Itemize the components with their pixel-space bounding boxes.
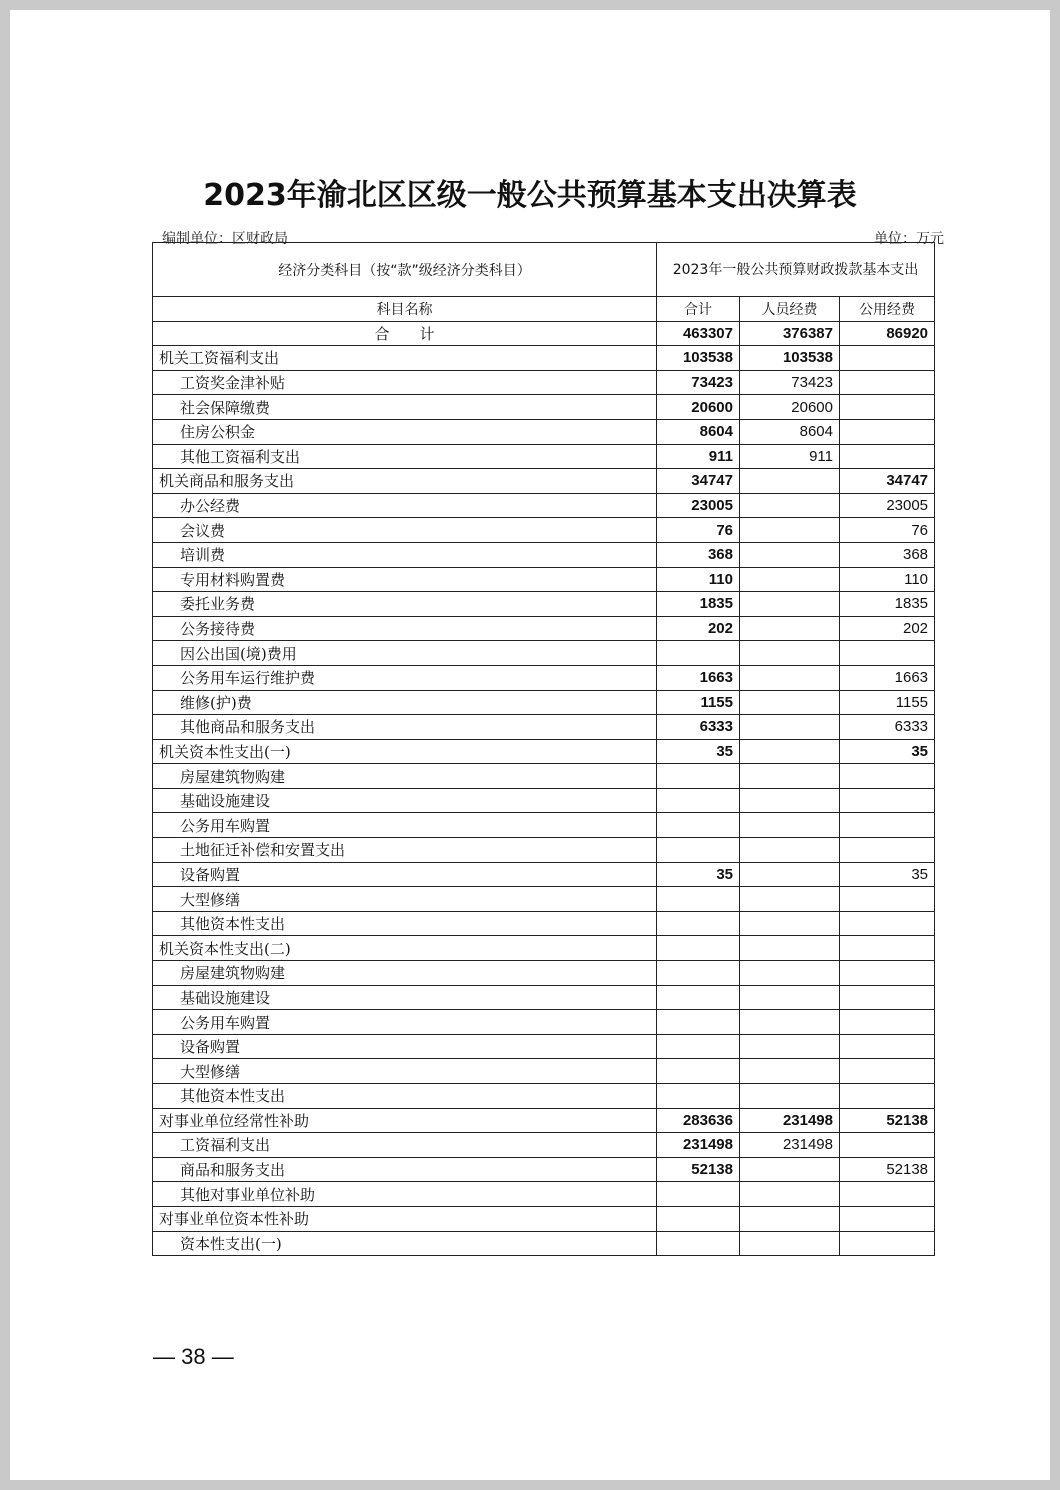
row-personnel xyxy=(740,936,840,961)
row-total xyxy=(657,936,740,961)
row-personnel xyxy=(740,1231,840,1256)
row-name: 机关商品和服务支出 xyxy=(153,469,657,494)
row-public xyxy=(840,911,935,936)
page-title: 2023年渝北区区级一般公共预算基本支出决算表 xyxy=(203,178,857,213)
table-row xyxy=(153,961,935,986)
row-total xyxy=(657,1084,740,1109)
row-personnel xyxy=(740,838,840,863)
row-name: 房屋建筑物购建 xyxy=(153,764,657,789)
row-personnel: 231498 xyxy=(740,1108,840,1133)
table-row xyxy=(153,739,935,764)
row-total: 23005 xyxy=(657,493,740,518)
row-name: 专用材料购置费 xyxy=(153,567,657,592)
row-personnel: 911 xyxy=(740,444,840,469)
table-row xyxy=(153,813,935,838)
row-name: 其他资本性支出 xyxy=(153,1084,657,1109)
row-public: 23005 xyxy=(840,493,935,518)
public-header: 公用经费 xyxy=(840,297,935,322)
table-row xyxy=(153,567,935,592)
row-personnel xyxy=(740,1157,840,1182)
row-name: 其他对事业单位补助 xyxy=(153,1182,657,1207)
table-row xyxy=(153,518,935,543)
row-total: 76 xyxy=(657,518,740,543)
row-public: 368 xyxy=(840,542,935,567)
row-public xyxy=(840,395,935,420)
row-total: 1835 xyxy=(657,592,740,617)
row-personnel xyxy=(740,788,840,813)
row-public: 34747 xyxy=(840,469,935,494)
table-row xyxy=(153,838,935,863)
row-public xyxy=(840,1133,935,1158)
row-name: 工资福利支出 xyxy=(153,1133,657,1158)
row-total: 202 xyxy=(657,616,740,641)
table-row xyxy=(153,1034,935,1059)
row-name: 其他资本性支出 xyxy=(153,911,657,936)
table-row xyxy=(153,862,935,887)
row-public xyxy=(840,838,935,863)
row-personnel xyxy=(740,1182,840,1207)
total-header: 合计 xyxy=(657,297,740,322)
row-personnel xyxy=(740,961,840,986)
row-personnel xyxy=(740,1206,840,1231)
row-total xyxy=(657,1231,740,1256)
row-personnel xyxy=(740,665,840,690)
row-name: 商品和服务支出 xyxy=(153,1157,657,1182)
row-total: 35 xyxy=(657,739,740,764)
table-row xyxy=(153,1231,935,1256)
row-name: 资本性支出(一) xyxy=(153,1231,657,1256)
table-row xyxy=(153,641,935,666)
table-row xyxy=(153,616,935,641)
row-total xyxy=(657,961,740,986)
table-row xyxy=(153,936,935,961)
row-total: 35 xyxy=(657,862,740,887)
row-public xyxy=(840,1010,935,1035)
row-total: 6333 xyxy=(657,715,740,740)
table-row xyxy=(153,764,935,789)
table-row xyxy=(153,1059,935,1084)
row-personnel: 20600 xyxy=(740,395,840,420)
row-personnel xyxy=(740,715,840,740)
row-personnel xyxy=(740,518,840,543)
row-total xyxy=(657,985,740,1010)
row-name: 公务用车运行维护费 xyxy=(153,665,657,690)
grand-total-label: 合 计 xyxy=(153,321,657,346)
row-name: 委托业务费 xyxy=(153,592,657,617)
row-public xyxy=(840,936,935,961)
row-total: 34747 xyxy=(657,469,740,494)
row-personnel xyxy=(740,690,840,715)
row-public xyxy=(840,1231,935,1256)
row-name: 社会保障缴费 xyxy=(153,395,657,420)
row-total: 911 xyxy=(657,444,740,469)
row-name: 公务接待费 xyxy=(153,616,657,641)
table-row xyxy=(153,444,935,469)
row-name: 其他商品和服务支出 xyxy=(153,715,657,740)
page-number: — 38 — xyxy=(153,1344,234,1369)
table-row xyxy=(153,395,935,420)
row-total: 73423 xyxy=(657,370,740,395)
row-public xyxy=(840,1059,935,1084)
row-personnel xyxy=(740,592,840,617)
row-total xyxy=(657,911,740,936)
row-name: 机关工资福利支出 xyxy=(153,346,657,371)
row-total xyxy=(657,1182,740,1207)
row-name: 会议费 xyxy=(153,518,657,543)
row-name: 工资奖金津补贴 xyxy=(153,370,657,395)
unit-label: 单位：万元 xyxy=(874,231,944,247)
row-total: 1155 xyxy=(657,690,740,715)
table-row xyxy=(153,592,935,617)
row-personnel xyxy=(740,1084,840,1109)
row-total xyxy=(657,1206,740,1231)
row-total: 368 xyxy=(657,542,740,567)
row-public: 1835 xyxy=(840,592,935,617)
row-total xyxy=(657,1034,740,1059)
grand-total-personnel: 376387 xyxy=(740,321,840,346)
row-name: 基础设施建设 xyxy=(153,985,657,1010)
row-name: 机关资本性支出(一) xyxy=(153,739,657,764)
personnel-header: 人员经费 xyxy=(740,297,840,322)
row-name: 办公经费 xyxy=(153,493,657,518)
table-row xyxy=(153,1133,935,1158)
table-row xyxy=(153,911,935,936)
row-public: 110 xyxy=(840,567,935,592)
table-row xyxy=(153,985,935,1010)
row-public: 35 xyxy=(840,862,935,887)
row-name: 大型修缮 xyxy=(153,1059,657,1084)
table-row xyxy=(153,370,935,395)
row-public: 52138 xyxy=(840,1157,935,1182)
row-name: 公务用车购置 xyxy=(153,1010,657,1035)
row-total: 52138 xyxy=(657,1157,740,1182)
row-personnel xyxy=(740,813,840,838)
row-name: 因公出国(境)费用 xyxy=(153,641,657,666)
row-name: 对事业单位资本性补助 xyxy=(153,1206,657,1231)
row-public: 1663 xyxy=(840,665,935,690)
row-personnel: 8604 xyxy=(740,419,840,444)
row-personnel xyxy=(740,764,840,789)
row-personnel xyxy=(740,1034,840,1059)
header-row-1 xyxy=(153,243,935,297)
item-name-header: 科目名称 xyxy=(153,297,657,322)
row-name: 基础设施建设 xyxy=(153,788,657,813)
row-name: 其他工资福利支出 xyxy=(153,444,657,469)
row-personnel xyxy=(740,887,840,912)
row-public xyxy=(840,419,935,444)
table-row xyxy=(153,715,935,740)
row-public: 202 xyxy=(840,616,935,641)
row-total: 110 xyxy=(657,567,740,592)
row-personnel xyxy=(740,1010,840,1035)
grand-total-row xyxy=(153,321,935,346)
row-personnel xyxy=(740,739,840,764)
table-row xyxy=(153,788,935,813)
table-row xyxy=(153,1182,935,1207)
row-personnel xyxy=(740,469,840,494)
row-total xyxy=(657,887,740,912)
group-header: 2023年一般公共预算财政拨款基本支出 xyxy=(657,243,935,297)
row-total: 103538 xyxy=(657,346,740,371)
table-row xyxy=(153,493,935,518)
row-personnel xyxy=(740,567,840,592)
row-total xyxy=(657,641,740,666)
table-row xyxy=(153,346,935,371)
row-total xyxy=(657,764,740,789)
row-public xyxy=(840,788,935,813)
row-personnel xyxy=(740,542,840,567)
row-total xyxy=(657,1059,740,1084)
row-total xyxy=(657,813,740,838)
table-row xyxy=(153,542,935,567)
row-name: 设备购置 xyxy=(153,1034,657,1059)
row-total xyxy=(657,1010,740,1035)
row-personnel: 73423 xyxy=(740,370,840,395)
row-public xyxy=(840,887,935,912)
row-personnel xyxy=(740,911,840,936)
row-public xyxy=(840,985,935,1010)
row-public xyxy=(840,961,935,986)
grand-total-public: 86920 xyxy=(840,321,935,346)
row-name: 机关资本性支出(二) xyxy=(153,936,657,961)
row-total: 1663 xyxy=(657,665,740,690)
row-personnel: 231498 xyxy=(740,1133,840,1158)
grand-total-total: 463307 xyxy=(657,321,740,346)
table-row xyxy=(153,1108,935,1133)
row-name: 培训费 xyxy=(153,542,657,567)
row-personnel xyxy=(740,862,840,887)
row-total: 283636 xyxy=(657,1108,740,1133)
row-public xyxy=(840,1206,935,1231)
row-personnel: 103538 xyxy=(740,346,840,371)
row-name: 房屋建筑物购建 xyxy=(153,961,657,986)
table-row xyxy=(153,1206,935,1231)
row-public: 52138 xyxy=(840,1108,935,1133)
table-row xyxy=(153,1084,935,1109)
row-total xyxy=(657,788,740,813)
row-personnel xyxy=(740,493,840,518)
row-public xyxy=(840,1084,935,1109)
table-row xyxy=(153,1157,935,1182)
row-public xyxy=(840,346,935,371)
compiler-label: 编制单位：区财政局 xyxy=(162,231,288,247)
row-public: 35 xyxy=(840,739,935,764)
row-public: 1155 xyxy=(840,690,935,715)
category-header: 经济分类科目（按“款”级经济分类科目） xyxy=(153,243,657,297)
row-public: 6333 xyxy=(840,715,935,740)
row-public: 76 xyxy=(840,518,935,543)
table-row xyxy=(153,665,935,690)
row-public xyxy=(840,370,935,395)
row-name: 设备购置 xyxy=(153,862,657,887)
row-total: 20600 xyxy=(657,395,740,420)
row-name: 公务用车购置 xyxy=(153,813,657,838)
table-row xyxy=(153,887,935,912)
row-total xyxy=(657,838,740,863)
row-public xyxy=(840,641,935,666)
table-row xyxy=(153,419,935,444)
budget-table xyxy=(152,242,935,1256)
row-personnel xyxy=(740,1059,840,1084)
row-name: 土地征迁补偿和安置支出 xyxy=(153,838,657,863)
row-public xyxy=(840,813,935,838)
row-public xyxy=(840,1034,935,1059)
table-row xyxy=(153,469,935,494)
row-personnel xyxy=(740,641,840,666)
row-name: 维修(护)费 xyxy=(153,690,657,715)
row-personnel xyxy=(740,616,840,641)
row-public xyxy=(840,1182,935,1207)
row-name: 住房公积金 xyxy=(153,419,657,444)
row-name: 对事业单位经常性补助 xyxy=(153,1108,657,1133)
table-row xyxy=(153,690,935,715)
row-public xyxy=(840,444,935,469)
row-total: 8604 xyxy=(657,419,740,444)
row-public xyxy=(840,764,935,789)
row-name: 大型修缮 xyxy=(153,887,657,912)
row-total: 231498 xyxy=(657,1133,740,1158)
row-personnel xyxy=(740,985,840,1010)
table-row xyxy=(153,1010,935,1035)
header-row-2 xyxy=(153,297,935,322)
